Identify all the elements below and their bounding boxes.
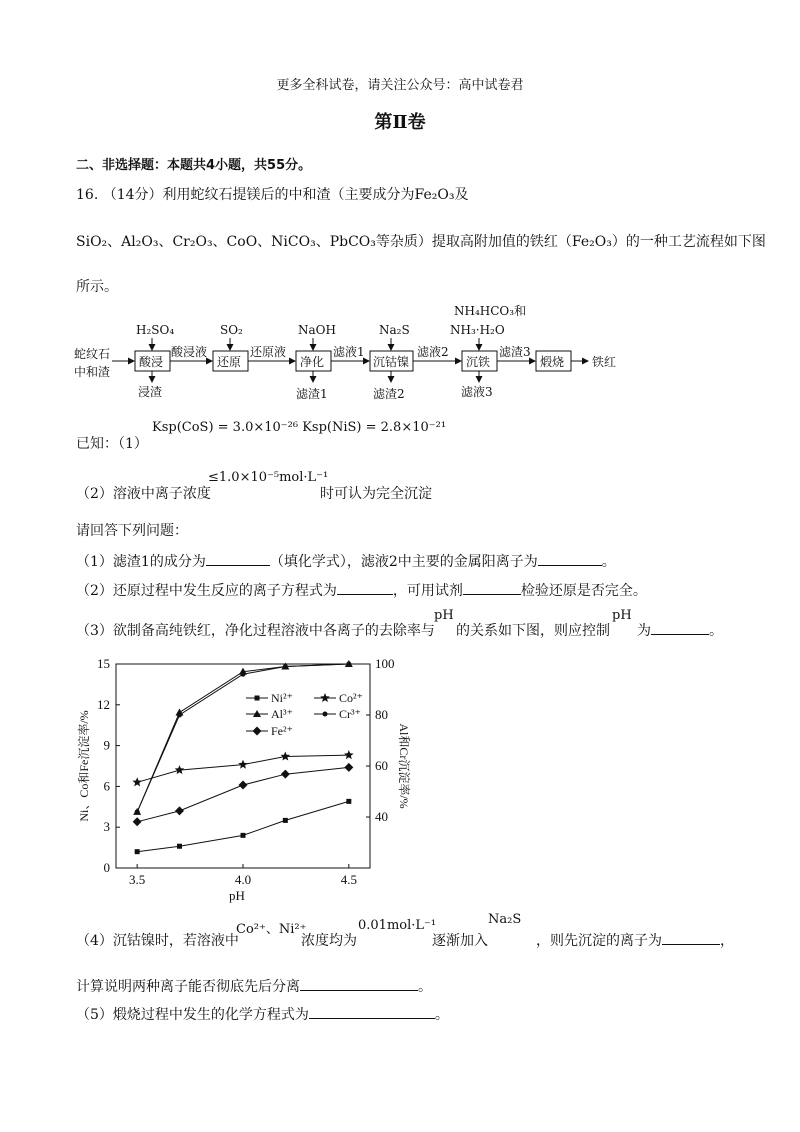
answer-blank-2b[interactable] bbox=[463, 580, 521, 595]
data-point-diamond bbox=[344, 763, 353, 772]
data-point-diamond bbox=[175, 806, 184, 815]
part-heading: 二、非选择题：本题共4小题，共55分。 bbox=[76, 158, 312, 173]
answer-blank-4b[interactable] bbox=[300, 976, 418, 991]
step-purify: 净化 bbox=[300, 355, 325, 369]
y-right-tick-label: 100 bbox=[375, 656, 395, 671]
sub3-text-a: （3）欲制备高纯铁红，净化过程溶液中各离子的去除率与 bbox=[76, 623, 435, 639]
legend-label: Cr³⁺ bbox=[339, 707, 361, 721]
data-point-star bbox=[344, 750, 354, 759]
legend-label: Al³⁺ bbox=[271, 707, 293, 721]
data-point-star bbox=[281, 752, 291, 761]
series-line-circle bbox=[137, 664, 349, 812]
sub3-wei: 为 bbox=[637, 623, 651, 639]
sub4-text-e: ， bbox=[720, 933, 734, 949]
y-left-tick-label: 9 bbox=[103, 737, 110, 753]
sub-question-2 bbox=[76, 580, 647, 600]
sub1-text-b: （填化学式），滤液2中主要的金属阳离子为 bbox=[269, 554, 538, 570]
known-ksp: Ksp(CoS) = 3.0×10⁻²⁶ Ksp(NiS) = 2.8×10⁻²¹ bbox=[152, 420, 447, 435]
data-point-circle bbox=[283, 664, 288, 669]
flow-product: 铁红 bbox=[592, 355, 617, 369]
sub4-line2-text: 计算说明两种离子能否彻底先后分离 bbox=[76, 979, 300, 995]
answer-blank-4a[interactable] bbox=[662, 930, 720, 945]
x-axis-label: pH bbox=[229, 888, 245, 903]
x-tick-label: 4.0 bbox=[234, 872, 252, 887]
step-calcine: 煅烧 bbox=[540, 355, 565, 369]
reagent-nh4hco3: NH₄HCO₃和 bbox=[454, 304, 527, 318]
header-note: 更多全科试卷，请关注公众号：高中试卷君 bbox=[276, 78, 524, 93]
stream-reduced-liquid: 还原液 bbox=[250, 345, 287, 359]
reagent-so2: SO₂ bbox=[220, 323, 243, 337]
reagent-naoh: NaOH bbox=[298, 323, 336, 337]
data-point-star bbox=[175, 765, 185, 774]
answer-blank-1b[interactable] bbox=[538, 551, 602, 566]
data-point-square bbox=[177, 844, 182, 849]
sub4-text-d: ，则先沉淀的离子为 bbox=[536, 933, 662, 949]
sub-question-5 bbox=[76, 1004, 449, 1024]
data-point-diamond bbox=[133, 817, 142, 826]
sub3-text-b: 的关系如下图，则应控制 bbox=[456, 623, 610, 639]
sub5-text-b: 。 bbox=[434, 1007, 449, 1023]
sub2-text-a: （2）还原过程中发生反应的离子方程式为 bbox=[76, 583, 337, 599]
flow-start-line1: 蛇纹石 bbox=[74, 347, 111, 361]
data-point-star bbox=[238, 760, 248, 769]
answer-blank-3[interactable] bbox=[651, 620, 709, 635]
sub4-text-b: 浓度均为 bbox=[301, 933, 357, 949]
x-tick-label: 3.5 bbox=[129, 872, 146, 887]
reagent-nh3h2o: NH₃·H₂O bbox=[450, 323, 505, 337]
series-line-square bbox=[137, 801, 349, 851]
y-left-tick-label: 6 bbox=[103, 778, 110, 794]
sub1-text-a: （1）滤渣1的成分为 bbox=[76, 554, 206, 570]
answer-blank-5[interactable] bbox=[309, 1004, 435, 1019]
legend-label: Fe²⁺ bbox=[271, 724, 293, 738]
data-point-square bbox=[283, 818, 288, 823]
data-point-diamond bbox=[281, 770, 290, 779]
known-label: 已知：（1） bbox=[76, 436, 148, 452]
output-filtrate3: 滤液3 bbox=[461, 385, 493, 399]
data-point-diamond bbox=[239, 781, 248, 790]
series-line-star bbox=[137, 755, 349, 782]
step-acid-leach: 酸浸 bbox=[139, 355, 164, 369]
step-reduce: 还原 bbox=[217, 355, 242, 369]
y-right-tick-label: 80 bbox=[375, 707, 388, 722]
data-point-circle bbox=[346, 662, 351, 667]
q16-intro-line1: 16. （14分）利用蛇纹石提镁后的中和渣（主要成分为Fe₂O₃及 bbox=[76, 187, 469, 203]
known2-formula: ≤1.0×10⁻⁵mol·L⁻¹ bbox=[208, 470, 329, 485]
output-leach-residue: 浸渣 bbox=[138, 385, 163, 399]
sub4-ions: Co²⁺、Ni²⁺ bbox=[236, 922, 307, 937]
sub4-line2 bbox=[76, 976, 432, 996]
sub4-text-d-row bbox=[536, 930, 734, 950]
y-right-tick-label: 60 bbox=[375, 758, 388, 773]
legend-marker-square bbox=[255, 696, 260, 701]
legend-marker-star bbox=[320, 693, 330, 702]
legend-label: Co²⁺ bbox=[339, 691, 363, 705]
output-residue1: 滤渣1 bbox=[296, 387, 328, 401]
sub3-text-c bbox=[637, 620, 723, 640]
sub2-text-c: 检验还原是否完全。 bbox=[520, 583, 647, 599]
data-point-circle bbox=[241, 672, 246, 677]
sub5-text-a: （5）煅烧过程中发生的化学方程式为 bbox=[76, 1007, 309, 1023]
output-residue2: 滤渣2 bbox=[373, 387, 405, 401]
data-point-circle bbox=[135, 809, 140, 814]
sub-question-1 bbox=[76, 551, 616, 571]
known2-pre: （2）溶液中离子浓度 bbox=[76, 486, 211, 502]
y-right-tick-label: 40 bbox=[375, 809, 388, 824]
stream-residue3: 滤渣3 bbox=[499, 345, 531, 359]
data-point-star bbox=[132, 777, 142, 786]
sub3-ph-2: pH bbox=[612, 608, 632, 623]
data-point-square bbox=[346, 799, 351, 804]
sub4-text-a: （4）沉钴镍时，若溶液中 bbox=[76, 933, 239, 949]
data-point-square bbox=[135, 849, 140, 854]
section-title: 第Ⅱ卷 bbox=[374, 112, 426, 133]
q16-intro-line3: 所示。 bbox=[76, 279, 118, 295]
y-left-axis-label: Ni、Co和Fe沉淀率/% bbox=[77, 710, 91, 822]
legend-label: Ni²⁺ bbox=[271, 691, 293, 705]
stream-filtrate2: 滤液2 bbox=[417, 345, 449, 359]
x-tick-label: 4.5 bbox=[340, 872, 357, 887]
answer-blank-2a[interactable] bbox=[337, 580, 393, 595]
flow-start-line2: 中和渣 bbox=[74, 365, 111, 379]
reagent-h2so4: H₂SO₄ bbox=[136, 323, 175, 337]
sub4-text-c: 逐渐加入 bbox=[432, 933, 488, 949]
legend-marker-diamond bbox=[253, 727, 262, 736]
y-left-tick-label: 3 bbox=[103, 819, 110, 835]
data-point-square bbox=[241, 833, 246, 838]
y-left-tick-label: 12 bbox=[97, 696, 110, 712]
y-left-tick-label: 15 bbox=[97, 656, 110, 671]
precipitation-rate-chart bbox=[74, 652, 411, 903]
sub4-line2-end: 。 bbox=[418, 979, 432, 995]
sub3-end: 。 bbox=[709, 623, 723, 639]
sub4-reagent: Na₂S bbox=[488, 912, 522, 927]
sub3-ph-1: pH bbox=[434, 608, 454, 623]
sub1-text-c: 。 bbox=[601, 554, 616, 570]
stream-filtrate1: 滤液1 bbox=[333, 345, 365, 359]
answer-blank-1a[interactable] bbox=[206, 551, 270, 566]
process-flow-diagram bbox=[70, 300, 630, 410]
stream-acid-leachate: 酸浸液 bbox=[171, 345, 208, 359]
data-point-circle bbox=[177, 713, 182, 718]
legend-marker-circle bbox=[323, 712, 328, 717]
y-left-tick-label: 0 bbox=[103, 860, 110, 875]
reagent-na2s: Na₂S bbox=[379, 323, 410, 337]
known2-post: 时可认为完全沉淀 bbox=[320, 486, 432, 502]
q16-intro-line2: SiO₂、Al₂O₃、Cr₂O₃、CoO、NiCO₃、PbCO₃等杂质）提取高附加值的铁红（Fe₂O₃）的一种工艺流程如下图 bbox=[76, 234, 766, 250]
step-co-ni-precipitate: 沉钴镍 bbox=[373, 355, 410, 369]
sub2-text-b: ，可用试剂 bbox=[392, 583, 463, 599]
step-fe-precipitate: 沉铁 bbox=[466, 355, 491, 369]
answer-prompt: 请回答下列问题： bbox=[76, 523, 188, 539]
y-right-axis-label: Al和Cr沉淀率/% bbox=[397, 723, 411, 809]
series-line-diamond bbox=[137, 767, 349, 821]
sub4-conc: 0.01mol·L⁻¹ bbox=[358, 918, 437, 933]
